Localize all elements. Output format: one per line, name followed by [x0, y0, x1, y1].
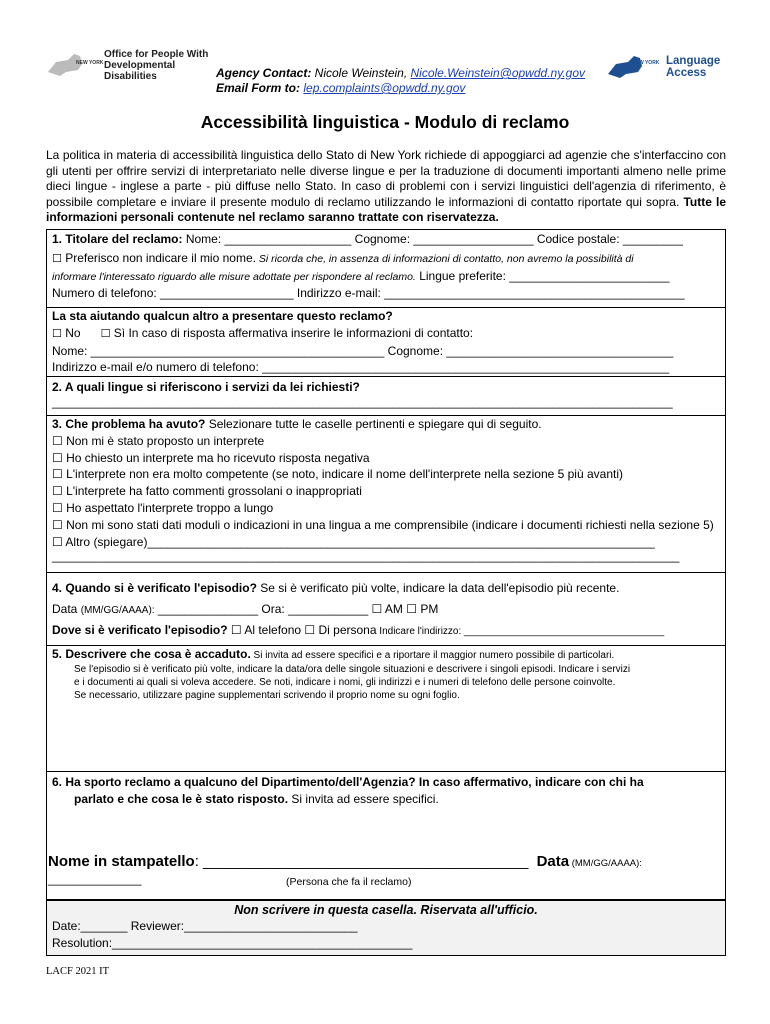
opwdd-logo — [46, 50, 216, 80]
section-1-helper: La sta aiutando qualcun altro a presentare questo reclamo? ☐ No ☐ Sì In caso di risposta affermativa inserire le informazioni di contatto: Nome: ____________________________________________ Cognome: __________________________________ Indirizzo e-mail e/o numero di telefono: _____________________________________________________________ — [52, 308, 720, 376]
problem-option[interactable]: ☐ L'interprete non era molto competente (se noto, indicare il nome dell'interprete nella sezione 5 più avanti) — [52, 467, 623, 482]
address-field[interactable]: Indicare l'indirizzo: ____________________________________ — [376, 625, 665, 637]
svg-text:NEW YORK: NEW YORK — [76, 60, 104, 66]
form-code: LACF 2021 IT — [46, 966, 109, 977]
prefer-anonymous-checkbox[interactable]: ☐ — [52, 251, 62, 265]
signature-date-field[interactable]: ______________ — [48, 872, 142, 886]
previous-complaint-textarea[interactable] — [47, 812, 725, 848]
description-textarea[interactable] — [47, 708, 725, 770]
language-access-logo — [606, 50, 726, 84]
page-title: Accessibilità linguistica - Modulo di reclamo — [200, 112, 570, 132]
print-name-field[interactable]: : _______________________________________ — [194, 853, 529, 870]
divider — [46, 771, 726, 772]
yes-checkbox[interactable]: ☐ — [100, 326, 111, 340]
problem-option[interactable]: ☐ Ho aspettato l'interprete troppo a lungo — [52, 500, 274, 515]
incident-date-field[interactable]: _______________ — [154, 601, 259, 616]
section-1: 1. Titolare del reclamo: Nome: ___________________ Cognome: __________________ Codice postale: _________ ☐ Preferisco non indicare il mio nome. Si ricorda che, in assenza di informazioni di contatto, non avremo la possibilità di informare l'interessato riguardo alle misure adottate per rispondere al reclamo. Lingue preferite: ________________________ Numero di telefono: ____________________ Indirizzo e-mail: _____________________________________________ — [52, 231, 720, 302]
signature-caption: (Persona che fa il reclamo) — [286, 876, 412, 888]
intro-paragraph: La politica in materia di accessibilità linguistica dello Stato di New York richiede di appoggiarci ad agenzie che s'interfaccino con gli utenti per offrire servizi di interpretariato nelle diverse lingue e per la traduzione di documenti importanti almeno nelle prime dieci lingue - inglese a parte - più diffuse nello Stato. In caso di problemi con i servizi linguistici dell'agenzia di riferimento, è possibile completare e inviare il presente modulo di reclamo utilizzando le informazioni di contatto riportate qui sopra. Tutte le informazioni personali contenute nel reclamo saranno trattate con riservatezza. — [46, 148, 727, 225]
in-person-checkbox[interactable]: ☐ Di persona — [301, 622, 377, 637]
problem-option[interactable]: ☐ Ho chiesto un interprete ma ho ricevuto risposta negativa — [52, 450, 370, 465]
opwdd-logo-text: Office for People With Developmental Disabilities — [104, 48, 209, 82]
office-use-fields — [52, 918, 412, 952]
phone-email-field[interactable]: Numero di telefono: ____________________ Indirizzo e-mail: _____________________________________________ — [52, 286, 685, 301]
helper-contact-field[interactable]: Indirizzo e-mail e/o numero di telefono: _____________________________________________________________ — [52, 360, 670, 375]
print-name-row: Nome in stampatello: _______________________________________ Data (MM/GG/AAAA): ______________ — [48, 853, 642, 886]
helper-name-field[interactable]: Nome: ____________________________________________ Cognome: __________________________________ — [52, 343, 674, 358]
problem-explanation-field[interactable]: ______________________________________________________________________________________________ — [52, 549, 680, 564]
section-2: 2. A quali lingue si riferiscono i servizi da lei richiesti? _____________________________________________________________________________________________ — [52, 379, 720, 411]
agency-contact-email-link[interactable]: Nicole.Weinstein@opwdd.ny.gov — [410, 66, 585, 80]
resolution-field[interactable]: Resolution:_____________________________________________ — [52, 935, 413, 950]
phone-checkbox[interactable]: ☐ Al telefono — [227, 622, 302, 637]
divider — [46, 572, 726, 573]
name-field[interactable]: Nome: ___________________ — [182, 232, 352, 246]
problem-option[interactable]: ☐ L'interprete ha fatto commenti grossolani o inappropriati — [52, 484, 362, 499]
email-form-link[interactable]: lep.complaints@opwdd.ny.gov — [303, 81, 466, 95]
section-6: 6. Ha sporto reclamo a qualcuno del Dipartimento/dell'Agenzia? In caso affermativo, indicare con chi ha parlato e che cosa le è stato risposto. Si invita ad essere specifici. — [52, 775, 644, 806]
pm-checkbox[interactable]: ☐ PM — [402, 601, 439, 616]
problem-option[interactable]: ☐ Non mi sono stati dati moduli o indicazioni in una lingua a me comprensibile (indicare i documenti richiesti nella sezione 5) — [52, 517, 714, 532]
language-access-text: Language Access — [666, 55, 721, 79]
languages-field[interactable]: Lingue preferite: ________________________ — [415, 268, 670, 283]
no-checkbox[interactable]: ☐ — [52, 326, 62, 340]
problem-option[interactable]: ☐ Non mi è stato proposto un interprete — [52, 433, 265, 448]
reviewer-date-field[interactable]: Date:_______ Reviewer:__________________________ — [52, 919, 358, 933]
divider — [46, 376, 726, 377]
section-4: 4. Quando si è verificato l'episodio? Se si è verificato più volte, indicare la data dell'episodio più recente. Data (MM/GG/AAAA): _______________ Ora: ____________ ☐ AM ☐ PM Dove si è verificato l'episodio? ☐ Al telefono ☐ Di persona Indicare l'indirizzo: ____________________________________ — [52, 581, 665, 637]
new-york-state-icon — [46, 50, 104, 80]
agency-contact: Agency Contact: Nicole Weinstein, Nicole.Weinstein@opwdd.ny.gov Email Form to: lep.complaints@opwdd.ny.gov — [216, 66, 585, 95]
zip-field[interactable]: Codice postale: _________ — [533, 232, 683, 246]
languages-requested-field[interactable]: _____________________________________________________________________________________________ — [52, 394, 673, 409]
problem-option-other[interactable]: ☐ Altro (spiegare)____________________________________________________________________________ — [52, 534, 655, 549]
new-york-state-icon — [606, 52, 660, 82]
section-3: 3. Che problema ha avuto? Selezionare tutte le caselle pertinenti e spiegare qui di seguito. ☐ Non mi è stato proposto un interprete ☐ Ho chiesto un interprete ma ho ricevuto risposta negativa ☐ L'interprete non era molto competente (se noto, indicare il nome dell'interprete nella sezione 5 più avanti) ☐ L'interprete ha fatto commenti grossolani o inappropriati ☐ Ho aspettato l'interprete troppo a lungo ☐ Non mi sono stati dati moduli o indicazioni in una lingua a me comprensibile (indicare i documenti richiesti nella sezione 5) ☐ Altro (spiegare)____________________________________________________________________________ ______________________________________________________________________________________________ — [52, 416, 720, 565]
office-use-heading: Non scrivere in questa casella. Riservata all'ufficio. — [234, 903, 538, 917]
incident-time-field[interactable]: Ora: ____________ — [258, 601, 369, 616]
svg-text:NEW YORK: NEW YORK — [632, 60, 660, 66]
section-5: 5. Descrivere che cosa è accaduto. Si invita ad essere specifici e a riportare il maggior numero possibile di particolari. Se l'episodio si è verificato più volte, indicare la data/ora delle singole situazioni e descrivere i singoli episodi. Indicare i servizi e i documenti ai quali si voleva accedere. Se noti, indicare i nomi, gli indirizzi e i numeri di telefono delle persone coinvolte. Se necessario, utilizzare pagine supplementari scrivendo il proprio nome su ogni foglio. — [52, 647, 631, 701]
surname-field[interactable]: Cognome: __________________ — [351, 232, 534, 246]
am-checkbox[interactable]: ☐ AM — [368, 601, 403, 616]
